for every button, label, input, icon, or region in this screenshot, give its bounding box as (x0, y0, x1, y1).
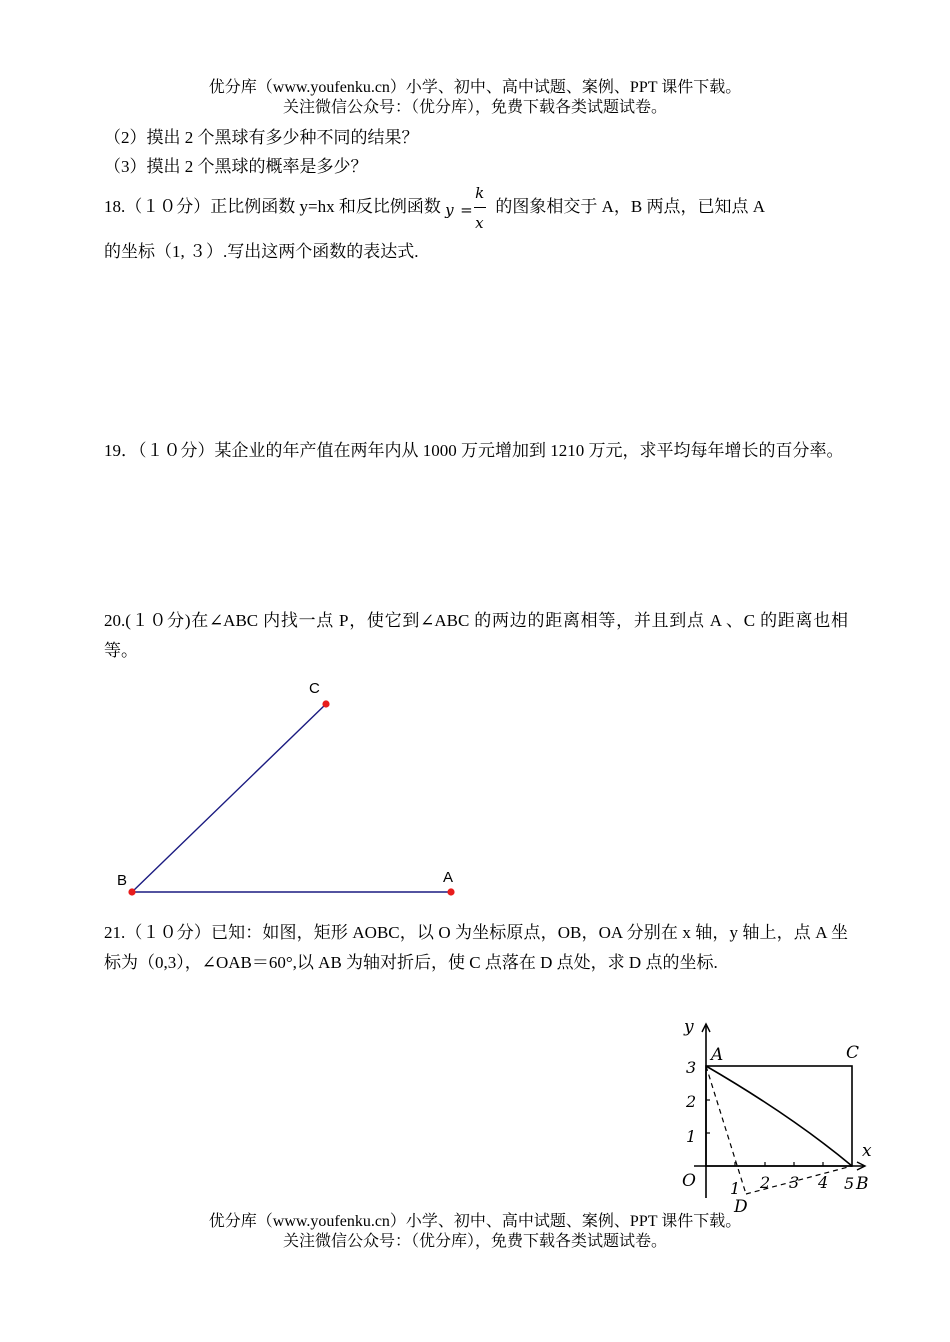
x-tick-label-5: 5 (844, 1174, 855, 1193)
label-a: A (443, 869, 454, 886)
q18-line2: 的坐标（1, ３）.写出这两个函数的表达式. (104, 242, 419, 261)
label-y-axis: y (684, 1017, 694, 1037)
q17-part3: （3）摸出 2 个黑球的概率是多少？ (104, 157, 368, 176)
footer-line-1: 优分库（www.youfenku.cn）小学、初中、高中试题、案例、PPT 课件下载。 (208, 1213, 742, 1230)
label-origin: O (682, 1171, 696, 1191)
y-tick-label-2: 2 (686, 1092, 697, 1111)
footer-line-2: 关注微信公众号：（优分库），免费下载各类试题试卷。 (282, 1233, 667, 1250)
label-c: C (846, 1043, 860, 1063)
q21-text: 21.（１０分）已知：如图，矩形 AOBC，以 O 为坐标原点，OB，OA 分别在 x 轴，y 轴上，点 A 坐标为（0,3），∠OAB＝60°,以 AB 为轴对折后，使 C 点落在 D 点处，求 D 点的坐标. (104, 923, 848, 972)
formula-denominator: x (475, 214, 484, 232)
label-x-axis: x (862, 1141, 872, 1161)
q18-line1 (104, 184, 848, 232)
label-b: B (856, 1174, 869, 1194)
q18-formula (445, 184, 491, 232)
q18-text-before: 18.（１０分）正比例函数 y=hx 和反比例函数 (104, 197, 441, 216)
label-c: C (309, 680, 320, 697)
formula-lhs: y (445, 201, 454, 219)
page-footer (0, 1212, 950, 1252)
page-header (0, 78, 950, 118)
x-tick-label-4: 4 (818, 1173, 829, 1192)
formula-equals: = (460, 201, 473, 219)
x-tick-label-3: 3 (789, 1173, 800, 1192)
x-tick-label-1: 1 (730, 1179, 741, 1198)
label-d: D (734, 1197, 748, 1216)
header-line-2: 关注微信公众号：（优分库），免费下载各类试题试卷。 (282, 99, 667, 116)
q21-coordinate-figure (672, 1016, 882, 1216)
header-line-1: 优分库（www.youfenku.cn）小学、初中、高中试题、案例、PPT 课件下载。 (208, 79, 742, 96)
y-tick-label-3: 3 (686, 1058, 697, 1077)
formula-numerator: k (475, 184, 485, 202)
label-b: B (117, 872, 128, 889)
point-b (128, 888, 135, 895)
segment-ad-dashed (706, 1066, 746, 1194)
label-a: A (711, 1045, 724, 1065)
q19-text: 19．（１０分）某企业的年产值在两年内从 1000 万元增加到 1210 万元，求平均每年增长的百分率。 (104, 441, 844, 460)
y-tick-label-1: 1 (686, 1127, 697, 1146)
segment-bc (132, 704, 326, 892)
q20-angle-figure (100, 670, 480, 905)
segment-ab (706, 1066, 852, 1166)
point-a (447, 888, 454, 895)
rectangle-aobc (706, 1066, 852, 1166)
q17-part2: （2）摸出 2 个黑球有多少种不同的结果？ (104, 128, 419, 147)
point-c (322, 700, 329, 707)
q18-text-after: 的图象相交于 A，B 两点，已知点 A (495, 197, 765, 216)
q20-text: 20.(１０分)在∠ABC 内找一点 P，使它到∠ABC 的两边的距离相等，并且到点 A 、C 的距离也相等。 (104, 611, 848, 660)
x-tick-label-2: 2 (760, 1173, 771, 1192)
